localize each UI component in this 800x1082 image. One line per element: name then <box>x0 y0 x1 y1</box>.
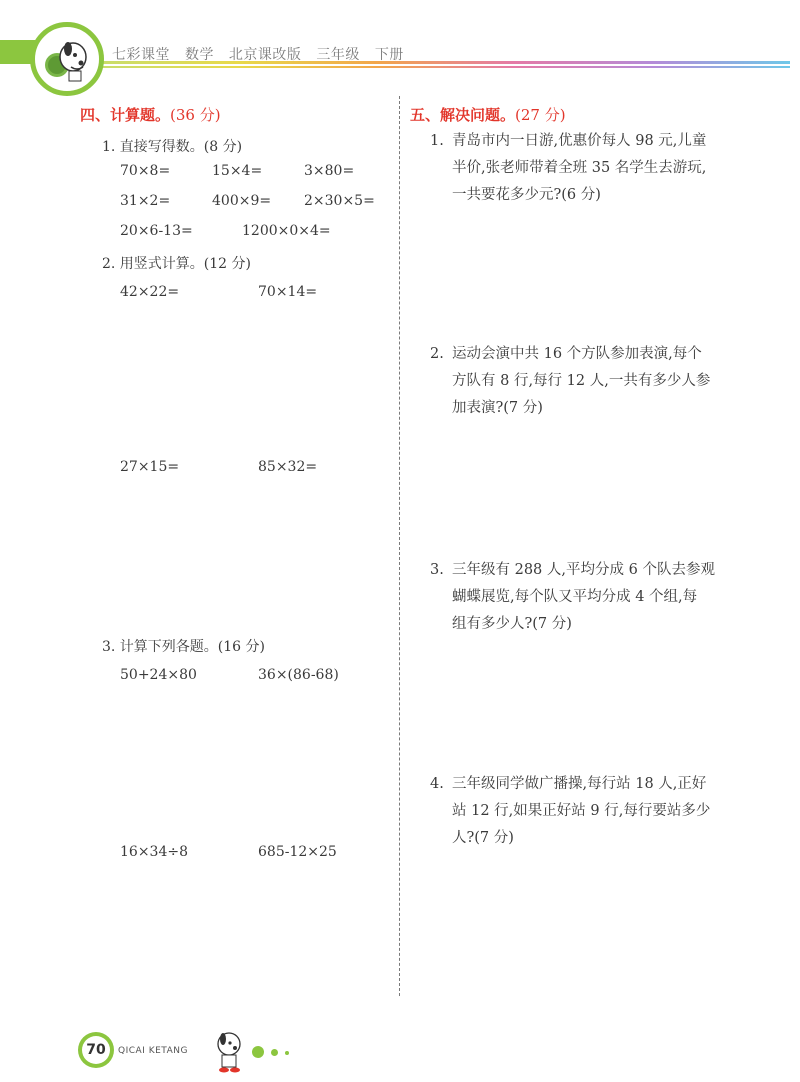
word-problem-2 <box>430 341 711 422</box>
question-title-1: 1. 直接写得数。(8 分) <box>102 139 243 155</box>
header-volume: 下册 <box>374 47 404 63</box>
problem-number: 2. <box>430 346 444 362</box>
header-rainbow-line-2 <box>100 66 790 68</box>
section-title-problems <box>410 104 566 125</box>
decor-dot-medium <box>271 1049 278 1056</box>
header-title <box>112 44 414 64</box>
problem-line: 半价,张老师带着全班 35 名学生去游玩, <box>452 160 707 176</box>
problem-line: 一共要花多少元?(6 分) <box>452 187 601 203</box>
problem-line: 人?(7 分) <box>452 830 514 846</box>
problem-line: 蝴蝶展览,每个队又平均分成 4 个组,每 <box>452 589 698 605</box>
mascot-badge <box>30 22 104 96</box>
section-title-text: 四、计算题。 <box>80 106 171 124</box>
section-title-calc <box>80 104 221 125</box>
calc-item: 2×30×5= <box>304 193 375 209</box>
calc-item: 31×2= <box>120 193 171 209</box>
page-number: 70 <box>82 1036 110 1064</box>
problem-number: 4. <box>430 776 444 792</box>
section-title-text: 五、解决问题。 <box>410 106 516 124</box>
page-number-badge <box>78 1032 114 1068</box>
calc-item: 70×8= <box>120 163 171 179</box>
header-edition: 北京课改版 <box>228 47 302 63</box>
word-problem-4 <box>430 771 711 852</box>
problem-line: 三年级有 288 人,平均分成 6 个队去参观 <box>452 562 715 578</box>
calc-item: 15×4= <box>212 163 263 179</box>
calc-item: 1200×0×4= <box>242 223 331 239</box>
vertical-calc-item: 42×22= <box>120 284 180 300</box>
section-score: (36 分) <box>170 106 221 124</box>
page-header <box>0 0 800 90</box>
decor-dot-small <box>285 1051 289 1055</box>
problem-line: 站 12 行,如果正好站 9 行,每行要站多少 <box>452 803 711 819</box>
word-problem-3 <box>430 557 715 638</box>
section-score: (27 分) <box>515 106 566 124</box>
calc-item: 3×80= <box>304 163 355 179</box>
expression-item: 50+24×80 <box>120 667 197 683</box>
problem-number: 3. <box>430 562 444 578</box>
decor-dot-large <box>252 1046 264 1058</box>
word-problem-1 <box>430 128 707 209</box>
question-title-2: 2. 用竖式计算。(12 分) <box>102 256 251 272</box>
problem-number: 1. <box>430 133 444 149</box>
expression-item: 16×34÷8 <box>120 844 188 860</box>
question-title-3: 3. 计算下列各题。(16 分) <box>102 639 265 655</box>
problem-line: 青岛市内一日游,优惠价每人 98 元,儿童 <box>452 133 707 149</box>
dog-mascot-icon <box>212 1030 246 1074</box>
vertical-calc-item: 27×15= <box>120 459 180 475</box>
header-subject: 数学 <box>184 47 214 63</box>
column-divider <box>399 96 400 996</box>
calc-item: 20×6-13= <box>120 223 193 239</box>
problem-line: 方队有 8 行,每行 12 人,一共有多少人参 <box>452 373 711 389</box>
footer-brand: QICAI KETANG <box>118 1046 188 1056</box>
problem-line: 运动会演中共 16 个方队参加表演,每个 <box>452 346 702 362</box>
calc-item: 400×9= <box>212 193 272 209</box>
problem-line: 组有多少人?(7 分) <box>452 616 572 632</box>
header-series: 七彩课堂 <box>112 47 170 63</box>
vertical-calc-item: 85×32= <box>258 459 318 475</box>
problem-line: 三年级同学做广播操,每行站 18 人,正好 <box>452 776 707 792</box>
expression-item: 36×(86-68) <box>258 667 339 683</box>
dog-mascot-icon <box>35 27 99 91</box>
header-grade: 三年级 <box>316 47 360 63</box>
vertical-calc-item: 70×14= <box>258 284 318 300</box>
expression-item: 685-12×25 <box>258 844 337 860</box>
problem-line: 加表演?(7 分) <box>452 400 543 416</box>
